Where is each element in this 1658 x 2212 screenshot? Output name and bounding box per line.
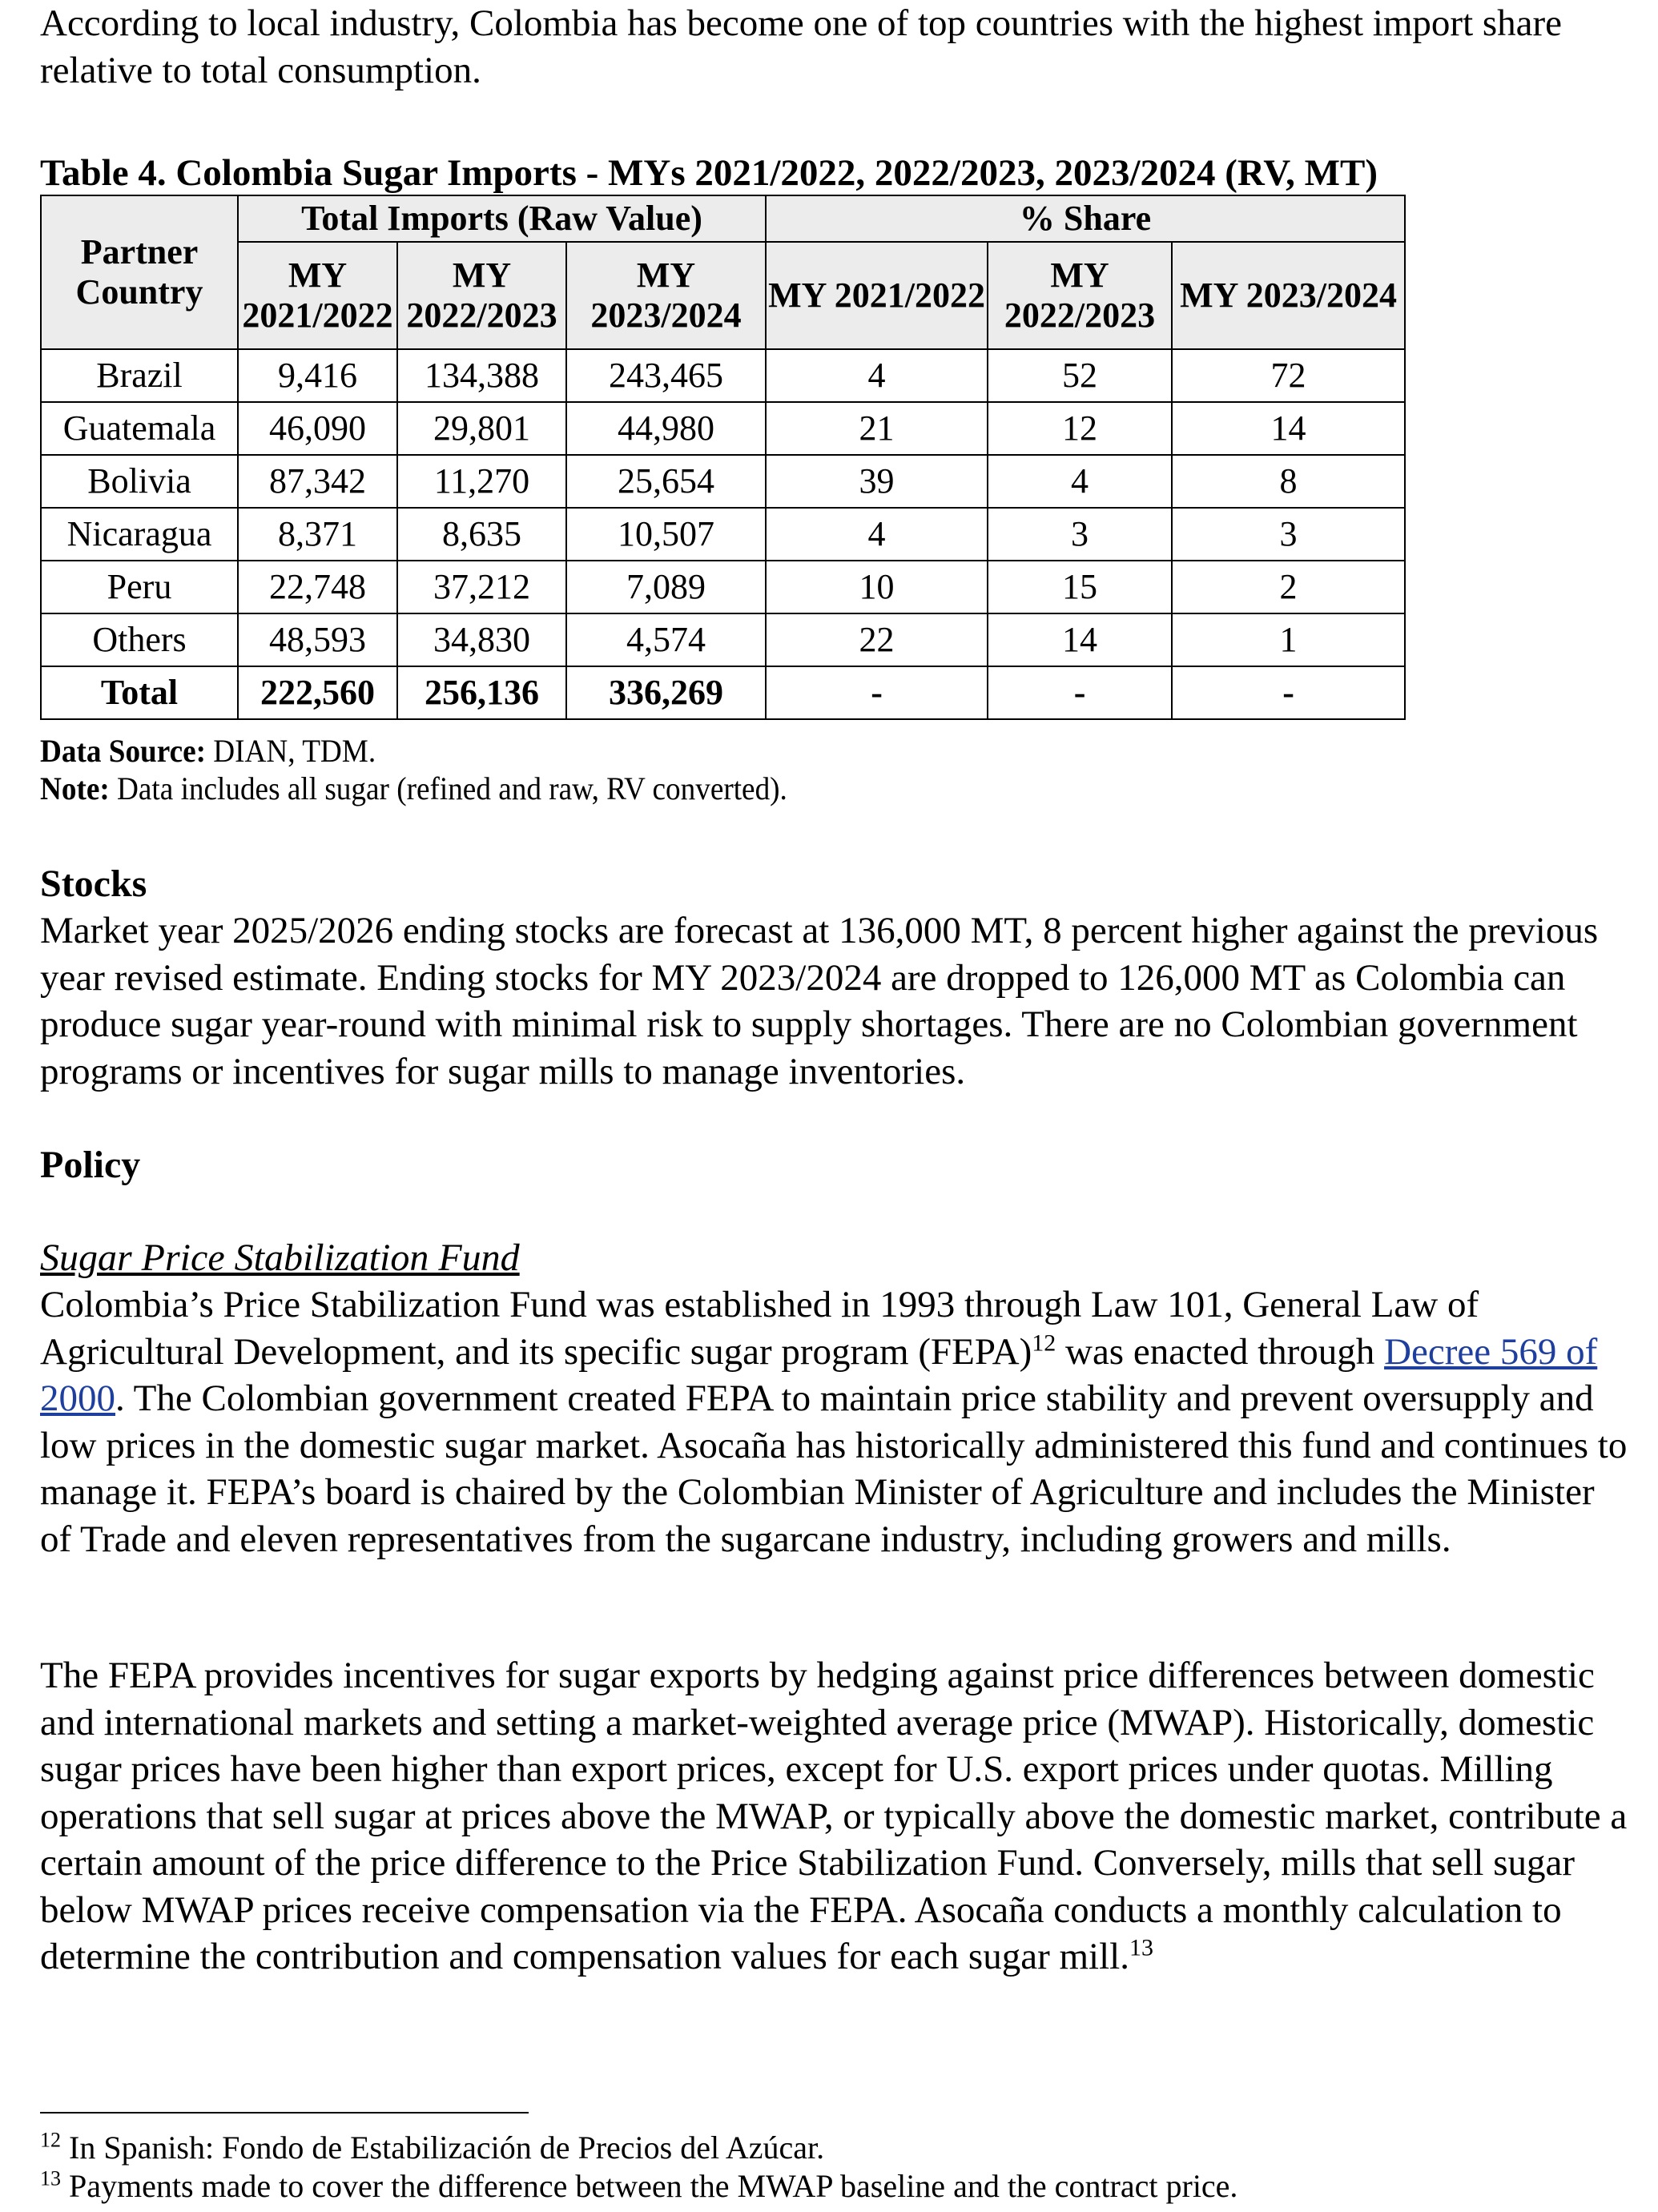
share-group-header: % Share: [766, 195, 1405, 242]
table-cell: -: [766, 666, 988, 719]
table-cell: 52: [988, 349, 1172, 402]
table-cell: 22,748: [238, 561, 397, 613]
paragraph-text: . The Colombian government created FEPA to maintain price stability and prevent oversupply and low prices in the domestic sugar market. Asocaña has historically administered this fund and continues to manage it. FEPA’s board is chaired by the Colombian Minister of Agriculture and includes the Minister of Trade and eleven representatives from the sugarcane industry, including growers and mills.: [40, 1377, 1628, 1560]
decree-569-link[interactable]: Decree 569 of 2000: [40, 1330, 1598, 1419]
year-header: MY 2022/2023: [397, 242, 566, 349]
table-cell: 48,593: [238, 613, 397, 666]
country-cell: Brazil: [41, 349, 238, 402]
table-cell: 9,416: [238, 349, 397, 402]
year-header: MY 2022/2023: [988, 242, 1172, 349]
intro-paragraph: According to local industry, Colombia has become one of top countries with the highest import share relative to total consumption.: [40, 2, 1563, 91]
table-cell: 134,388: [397, 349, 566, 402]
footnote-12: [40, 2129, 824, 2167]
table-cell: 222,560: [238, 666, 397, 719]
footnote-13: [40, 2167, 1237, 2206]
table-cell: 1: [1172, 613, 1405, 666]
table-cell: 10,507: [566, 508, 766, 561]
footnote-divider: [40, 2112, 529, 2113]
table-cell: 25,654: [566, 455, 766, 508]
table-cell: -: [988, 666, 1172, 719]
table-cell: 22: [766, 613, 988, 666]
total-imports-group-header: Total Imports (Raw Value): [238, 195, 766, 242]
stocks-heading: Stocks: [40, 863, 147, 905]
data-source-line: [40, 733, 376, 770]
partner-country-header: Partner Country: [41, 195, 238, 349]
table-cell: 336,269: [566, 666, 766, 719]
table-cell: -: [1172, 666, 1405, 719]
table-cell: 4: [766, 508, 988, 561]
data-source-label: Data Source:: [40, 733, 206, 769]
table-note-line: [40, 770, 787, 807]
footnote-number: 12: [40, 2128, 61, 2152]
table-cell: 8: [1172, 455, 1405, 508]
table-cell: 3: [988, 508, 1172, 561]
table-cell: 8,371: [238, 508, 397, 561]
table-cell: 37,212: [397, 561, 566, 613]
table-note-text: Data includes all sugar (refined and raw, RV converted).: [109, 770, 787, 806]
country-cell: Others: [41, 613, 238, 666]
year-header: MY 2023/2024: [566, 242, 766, 349]
table-cell: 44,980: [566, 402, 766, 455]
table-cell: 11,270: [397, 455, 566, 508]
table-cell: 14: [1172, 402, 1405, 455]
total-row: [41, 666, 1405, 719]
table-cell: 14: [988, 613, 1172, 666]
table-row: [41, 455, 1405, 508]
table-cell: 7,089: [566, 561, 766, 613]
table-cell: 72: [1172, 349, 1405, 402]
footnote-ref-13[interactable]: 13: [1129, 1934, 1153, 1961]
footnote-text: Payments made to cover the difference between the MWAP baseline and the contract price.: [61, 2168, 1238, 2204]
paragraph-text: The FEPA provides incentives for sugar exports by hedging against price differences between domestic and international markets and setting a market-weighted average price (MWAP). Historically, domestic sugar prices have been higher than export prices, except for U.S. export prices under quotas. Milling operations that sell sugar at prices above the MWAP, or typically above the domestic market, contribute a certain amount of the price difference to the Price Stabilization Fund. Conversely, mills that sell sugar below MWAP prices receive compensation via the FEPA. Asocaña conducts a monthly calculation to determine the contribution and compensation values for each sugar mill.: [40, 1655, 1628, 1977]
table-cell: 15: [988, 561, 1172, 613]
year-header: MY 2021/2022: [766, 242, 988, 349]
table-cell: 4: [988, 455, 1172, 508]
year-header: MY 2023/2024: [1172, 242, 1405, 349]
table-cell: 2: [1172, 561, 1405, 613]
country-cell: Guatemala: [41, 402, 238, 455]
table-cell: 12: [988, 402, 1172, 455]
table-cell: 4,574: [566, 613, 766, 666]
table-row: [41, 349, 1405, 402]
policy-heading: Policy: [40, 1144, 141, 1186]
year-header: MY 2021/2022: [238, 242, 397, 349]
table-cell: 87,342: [238, 455, 397, 508]
total-label-cell: Total: [41, 666, 238, 719]
fund-subheading: Sugar Price Stabilization Fund: [40, 1237, 520, 1279]
table-row: [41, 402, 1405, 455]
table-title: Table 4. Colombia Sugar Imports - MYs 2021/2022, 2022/2023, 2023/2024 (RV, MT): [40, 152, 1378, 194]
table-row: [41, 613, 1405, 666]
table-cell: 29,801: [397, 402, 566, 455]
table-cell: 39: [766, 455, 988, 508]
table-cell: 46,090: [238, 402, 397, 455]
policy-paragraph-2: [40, 1652, 1634, 1981]
table-cell: 21: [766, 402, 988, 455]
table-cell: 4: [766, 349, 988, 402]
stocks-paragraph: Market year 2025/2026 ending stocks are forecast at 136,000 MT, 8 percent higher against the previous year revised estimate. Ending stocks for MY 2023/2024 are dropped to 126,000 MT as Colombia can produce sugar year-round with minimal risk to supply shortages. There are no Colombian government programs or incentives for sugar mills to manage inventories.: [40, 910, 1599, 1092]
data-source-text: DIAN, TDM.: [205, 733, 376, 769]
table-row: [41, 508, 1405, 561]
sugar-imports-table: [40, 195, 1406, 720]
table-note-label: Note:: [40, 770, 110, 806]
table-row: [41, 561, 1405, 613]
table-cell: 3: [1172, 508, 1405, 561]
country-cell: Peru: [41, 561, 238, 613]
footnote-ref-12[interactable]: 12: [1032, 1329, 1056, 1356]
table-cell: 34,830: [397, 613, 566, 666]
policy-paragraph-1: [40, 1281, 1634, 1562]
footnote-text: In Spanish: Fondo de Estabilización de Precios del Azúcar.: [61, 2130, 825, 2166]
footnote-number: 13: [40, 2166, 61, 2190]
paragraph-text: Colombia’s Price Stabilization Fund was established in 1993 through Law 101, General Law of Agricultural Development, and its specific sugar program (FEPA): [40, 1284, 1479, 1373]
table-cell: 8,635: [397, 508, 566, 561]
country-cell: Nicaragua: [41, 508, 238, 561]
paragraph-text: was enacted through: [1056, 1330, 1385, 1373]
table-cell: 10: [766, 561, 988, 613]
country-cell: Bolivia: [41, 455, 238, 508]
table-cell: 243,465: [566, 349, 766, 402]
table-cell: 256,136: [397, 666, 566, 719]
